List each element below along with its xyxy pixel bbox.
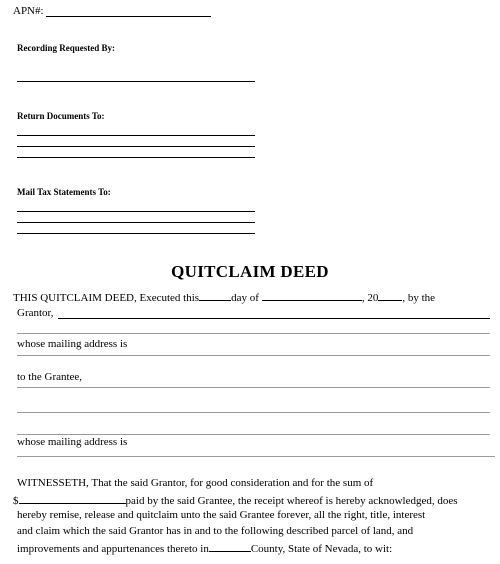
grantee-extra-line[interactable] <box>17 412 490 413</box>
apn-label: APN#: <box>13 5 44 17</box>
witness-line-1: WITNESSETH, That the said Grantor, for good consideration and for the sum of <box>17 477 374 489</box>
execution-text-3: , 20 <box>361 292 379 304</box>
witness-line-5 <box>17 541 392 555</box>
witness-line-3: hereby remise, release and quitclaim unto the said Grantee forever, all the right, title, interest <box>17 509 426 521</box>
grantee-extra-line-2[interactable] <box>17 434 490 435</box>
year-field[interactable] <box>378 290 402 301</box>
mail-tax-field-1[interactable] <box>17 211 255 212</box>
grantor-name-field[interactable] <box>58 318 490 319</box>
document-title: QUITCLAIM DEED <box>171 262 329 281</box>
grantee-mailing-address-field[interactable] <box>17 456 495 457</box>
month-field[interactable] <box>262 290 362 301</box>
return-documents-label: Return Documents To: <box>17 111 105 121</box>
recording-requested-field[interactable] <box>17 81 255 82</box>
recording-requested-label: Recording Requested By: <box>17 43 115 53</box>
grantor-label: Grantor, <box>17 307 54 319</box>
mail-tax-field-3[interactable] <box>17 233 255 234</box>
execution-text-2: day of <box>231 292 259 304</box>
return-documents-field-2[interactable] <box>17 146 255 147</box>
grantor-extra-line[interactable] <box>17 333 490 334</box>
grantee-label: to the Grantee, <box>17 371 83 383</box>
witness-line-5-text-b: County, State of Nevada, to wit: <box>250 543 393 555</box>
witness-line-2 <box>13 493 458 507</box>
dollar-sign: $ <box>13 495 19 507</box>
consideration-amount-field[interactable] <box>19 493 126 504</box>
return-documents-field-3[interactable] <box>17 157 255 158</box>
apn-field[interactable] <box>46 16 211 17</box>
witness-line-5-text-a: improvements and appurtenances thereto in <box>17 543 209 555</box>
witness-line-2-text: paid by the said Grantee, the receipt whereof is hereby acknowledged, does <box>125 495 458 507</box>
grantee-name-field[interactable] <box>17 387 490 388</box>
county-field[interactable] <box>209 541 251 552</box>
grantor-mailing-address-field[interactable] <box>17 355 490 356</box>
execution-text-4: , by the <box>402 292 436 304</box>
execution-text-1: THIS QUITCLAIM DEED, Executed this <box>13 292 200 304</box>
mail-tax-statements-label: Mail Tax Statements To: <box>17 187 111 197</box>
execution-line <box>13 290 435 304</box>
mail-tax-field-2[interactable] <box>17 222 255 223</box>
return-documents-field-1[interactable] <box>17 135 255 136</box>
day-field[interactable] <box>199 290 231 301</box>
grantee-mailing-address-label: whose mailing address is <box>17 436 128 448</box>
witness-line-4: and claim which the said Grantor has in and to the following described parcel of land, and <box>17 525 414 537</box>
grantor-mailing-address-label: whose mailing address is <box>17 338 128 350</box>
